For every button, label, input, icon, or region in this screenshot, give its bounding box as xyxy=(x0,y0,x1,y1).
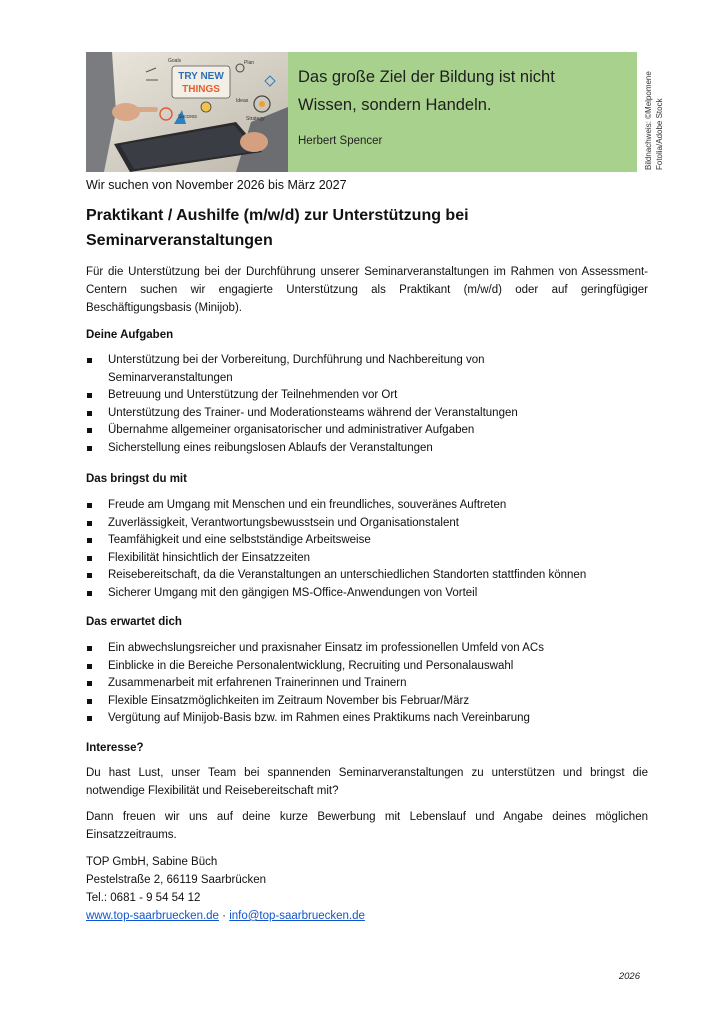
list-item xyxy=(86,440,556,458)
bullet-square-icon xyxy=(87,699,92,704)
sign-line2: THINGS xyxy=(182,84,220,95)
list-item-text: Flexibilität hinsichtlich der Einsatzzeiten xyxy=(108,551,310,564)
contact-phone: Tel.: 0681 - 9 54 54 12 xyxy=(86,892,201,904)
list-item-text: Betreuung und Unterstützung der Teilnehmenden vor Ort xyxy=(108,389,398,402)
list-item xyxy=(86,352,556,387)
bullet-square-icon xyxy=(87,503,92,508)
section-heading-benefits: Das erwartet dich xyxy=(86,616,182,628)
list-item-text: Reisebereitschaft, da die Veranstaltungen an unterschiedlichen Standorten stattfinden können xyxy=(108,569,587,582)
bullet-square-icon xyxy=(87,646,92,651)
job-title xyxy=(86,203,648,253)
contact-links xyxy=(86,907,648,925)
list-item xyxy=(86,640,648,658)
list-item xyxy=(86,387,556,405)
list-item-text: Freude am Umgang mit Menschen und ein freundliches, souveränes Auftreten xyxy=(108,499,507,511)
list-item xyxy=(86,585,648,603)
doodle-label-plan: Plan xyxy=(244,60,255,66)
bullet-square-icon xyxy=(87,716,92,721)
list-item-text: Ein abwechslungsreicher und praxisnaher Einsatz im professionellen Umfeld von ACs xyxy=(108,642,544,654)
photo-credit xyxy=(638,52,682,172)
photo-credit-line-1: Bildnachweis: ©Melpomene xyxy=(644,71,653,170)
list-item xyxy=(86,550,648,568)
bullet-square-icon xyxy=(87,358,92,363)
bullet-square-icon xyxy=(87,538,92,543)
list-item xyxy=(86,710,648,728)
bullet-square-icon xyxy=(87,521,92,526)
quote-box xyxy=(288,52,637,172)
photo-credit-line-2: Fotolia/Adobe Stock xyxy=(655,98,664,170)
list-item-text: Zuverlässigkeit, Verantwortungsbewusstsein und Organisationstalent xyxy=(108,516,459,529)
list-item-text: Zusammenarbeit mit erfahrenen Trainerinnen und Trainern xyxy=(108,677,407,690)
list-item xyxy=(86,567,648,585)
list-item-text: Vergütung auf Minijob-Basis bzw. im Rahmen eines Praktikums nach Vereinbarung xyxy=(108,712,530,725)
list-item xyxy=(86,515,648,533)
list-item-text: Übernahme allgemeiner organisatorischer und administrativer Aufgaben xyxy=(108,424,475,437)
interest-paragraph-1: Du hast Lust, unser Team bei spannenden Seminarveranstaltungen zu unterstützen und bringst die notwendige Flexibilität und Reisebereitschaft mit? xyxy=(86,767,648,797)
section-heading-tasks: Deine Aufgaben xyxy=(86,329,174,341)
bullet-square-icon xyxy=(87,446,92,451)
sign-line1: TRY NEW xyxy=(178,71,224,82)
quote-line-2: Wissen, sondern Handeln. xyxy=(298,96,492,114)
tasks-list xyxy=(86,352,556,458)
contact-block xyxy=(86,853,648,925)
section-heading-interest: Interesse? xyxy=(86,742,144,754)
job-title-line-1: Praktikant / Aushilfe (m/w/d) zur Unterstützung bei xyxy=(86,207,469,224)
contact-company: TOP GmbH, Sabine Büch xyxy=(86,856,218,868)
bullet-square-icon xyxy=(87,393,92,398)
list-item-text: Sicherer Umgang mit den gängigen MS-Office-Anwendungen von Vorteil xyxy=(108,586,478,599)
bullet-square-icon xyxy=(87,411,92,416)
contact-street: Pestelstraße 2, 66119 Saarbrücken xyxy=(86,874,267,886)
doodle-label-success: Success xyxy=(178,114,197,120)
interest-paragraph-2: Dann freuen wir uns auf deine kurze Bewerbung mit Lebenslauf und Angabe deines möglichen Einsatzzeitraums. xyxy=(86,811,648,841)
tablet-illustration xyxy=(86,52,288,172)
list-item xyxy=(86,675,648,693)
list-item xyxy=(86,422,556,440)
recruitment-period: Wir suchen von November 2026 bis März 2027 xyxy=(86,178,347,192)
footer-year: 2026 xyxy=(618,971,640,982)
header-banner xyxy=(86,52,637,172)
list-item-text: Sicherstellung eines reibungslosen Ablaufs der Veranstaltungen xyxy=(108,441,433,454)
intro-paragraph: Für die Unterstützung bei der Durchführung unserer Seminarveranstaltungen im Rahmen von Assessment-Centern suchen wir engagierte Unterstützung als Praktikant (m/w/d) oder auf geringfügiger Beschäftigungsbasis (Minijob). xyxy=(86,266,648,314)
list-item-text: Teamfähigkeit und eine selbstständige Arbeitsweise xyxy=(108,534,371,547)
bullet-square-icon xyxy=(87,681,92,686)
requirements-list xyxy=(86,497,648,603)
list-item xyxy=(86,497,648,515)
benefits-list xyxy=(86,640,648,728)
bullet-square-icon xyxy=(87,428,92,433)
bullet-square-icon xyxy=(87,664,92,669)
doodle-label-ideas: Ideas xyxy=(236,98,249,104)
doodle-label-goals: Goals xyxy=(168,58,182,64)
doodle-label-strategy: Strategy xyxy=(246,116,265,122)
list-item xyxy=(86,532,648,550)
list-item-text: Unterstützung bei der Vorbereitung, Durchführung und Nachbereitung von Seminarveranstaltungen xyxy=(108,354,485,384)
bullet-square-icon xyxy=(87,556,92,561)
list-item-text: Flexible Einsatzmöglichkeiten im Zeitraum November bis Februar/März xyxy=(108,694,470,707)
list-item xyxy=(86,405,556,423)
list-item xyxy=(86,658,648,676)
list-item-text: Einblicke in die Bereiche Personalentwicklung, Recruiting und Personalauswahl xyxy=(108,659,514,672)
website-link[interactable]: www.top-saarbruecken.de xyxy=(86,910,219,922)
job-title-line-2: Seminarveranstaltungen xyxy=(86,232,273,249)
link-separator: · xyxy=(218,910,230,922)
list-item xyxy=(86,693,648,711)
banner-photo xyxy=(86,52,288,172)
email-link[interactable]: info@top-saarbruecken.de xyxy=(229,910,365,922)
bullet-square-icon xyxy=(87,591,92,596)
quote-line-1: Das große Ziel der Bildung ist nicht xyxy=(298,68,555,86)
bullet-square-icon xyxy=(87,573,92,578)
quote-author: Herbert Spencer xyxy=(298,135,383,147)
section-heading-requirements: Das bringst du mit xyxy=(86,473,187,485)
list-item-text: Unterstützung des Trainer- und Moderationsteams während der Veranstaltungen xyxy=(108,406,518,419)
